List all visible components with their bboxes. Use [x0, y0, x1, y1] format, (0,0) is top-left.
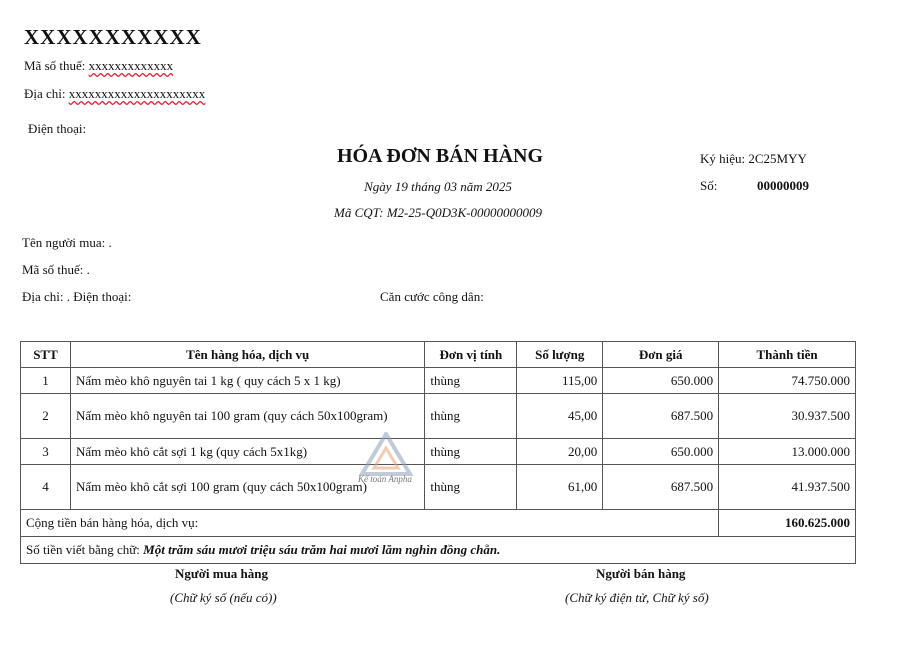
seller-phone-label: Điện thoại: [28, 121, 87, 136]
header-price: Đơn giá [603, 342, 719, 368]
invoice-number-value: 00000009 [757, 178, 809, 193]
invoice-symbol-label: Ký hiệu: [700, 151, 746, 166]
cell-qty: 20,00 [517, 439, 603, 465]
cell-unit: thùng [425, 465, 517, 510]
buyer-name-label: Tên người mua: . [22, 235, 112, 250]
cell-amount: 30.937.500 [719, 394, 856, 439]
seller-tax-value: xxxxxxxxxxxxx [88, 58, 174, 73]
words-value: Một trăm sáu mươi triệu sáu trăm hai mươi lăm nghìn đồng chẵn. [143, 542, 501, 557]
invoice-number-label: Số: [700, 178, 718, 193]
cell-price: 687.500 [603, 465, 719, 510]
cell-name: Nấm mèo khô nguyên tai 100 gram (quy cách 50x100gram) [70, 394, 424, 439]
cell-name: Nấm mèo khô cắt sợi 1 kg (quy cách 5x1kg) [70, 439, 424, 465]
cell-stt: 3 [21, 439, 71, 465]
table-row [21, 465, 856, 510]
buyer-signature-note: (Chữ ký số (nếu có)) [170, 590, 277, 605]
cell-qty: 45,00 [517, 394, 603, 439]
cell-stt: 4 [21, 465, 71, 510]
invoice-title-text: HÓA ĐƠN BÁN HÀNG [336, 145, 544, 167]
cell-unit: thùng [425, 394, 517, 439]
table-row [21, 368, 856, 394]
buyer-tax-label: Mã số thuế: . [22, 262, 90, 277]
cell-price: 650.000 [603, 439, 719, 465]
cell-stt: 1 [21, 368, 71, 394]
cell-amount: 13.000.000 [719, 439, 856, 465]
total-value: 160.625.000 [719, 510, 856, 537]
words-label: Số tiền viết bằng chữ: [26, 542, 140, 557]
anpha-logo-icon [358, 432, 414, 476]
cell-price: 687.500 [603, 394, 719, 439]
header-qty: Số lượng [517, 342, 603, 368]
header-stt: STT [21, 342, 71, 368]
total-row [21, 510, 856, 537]
header-amount: Thành tiền [719, 342, 856, 368]
total-label: Cộng tiền bán hàng hóa, dịch vụ: [21, 510, 719, 537]
amount-in-words-row [21, 537, 856, 564]
watermark-text: Kế toán Anpha [358, 474, 412, 484]
items-table [20, 341, 856, 564]
header-unit: Đơn vị tính [425, 342, 517, 368]
table-header-row [21, 342, 856, 368]
cell-qty: 61,00 [517, 465, 603, 510]
invoice-symbol-row [700, 151, 807, 167]
invoice-cqt: Mã CQT: M2-25-Q0D3K-00000000009 [334, 205, 542, 220]
seller-address-value: xxxxxxxxxxxxxxxxxxxxx [68, 86, 206, 101]
table-row [21, 394, 856, 439]
seller-address-label: Địa chỉ: [24, 86, 66, 101]
cell-name: Nấm mèo khô nguyên tai 1 kg ( quy cách 5 x 1 kg) [70, 368, 424, 394]
cell-stt: 2 [21, 394, 71, 439]
seller-signature-title: Người bán hàng [596, 566, 686, 581]
cell-amount: 41.937.500 [719, 465, 856, 510]
cell-unit: thùng [425, 439, 517, 465]
header-name: Tên hàng hóa, dịch vụ [70, 342, 424, 368]
cell-unit: thùng [425, 368, 517, 394]
amount-in-words-cell [21, 537, 856, 564]
seller-name: XXXXXXXXXXX [24, 25, 202, 49]
seller-signature-note: (Chữ ký điện tử, Chữ ký số) [565, 590, 709, 605]
seller-tax-label: Mã số thuế: [24, 58, 86, 73]
buyer-id-label: Căn cước công dân: [380, 289, 484, 304]
invoice-date: Ngày 19 tháng 03 năm 2025 [364, 179, 512, 194]
cell-name: Nấm mèo khô cắt sợi 100 gram (quy cách 50x100gram) [70, 465, 424, 510]
invoice-symbol-value: 2C25MYY [748, 151, 807, 166]
cell-qty: 115,00 [517, 368, 603, 394]
seller-address-row [24, 86, 205, 102]
table-row [21, 439, 856, 465]
cell-amount: 74.750.000 [719, 368, 856, 394]
buyer-address-phone-label: Địa chỉ: . Điện thoại: [22, 289, 132, 304]
cell-price: 650.000 [603, 368, 719, 394]
buyer-signature-title: Người mua hàng [175, 566, 269, 581]
seller-tax-row [24, 58, 173, 74]
